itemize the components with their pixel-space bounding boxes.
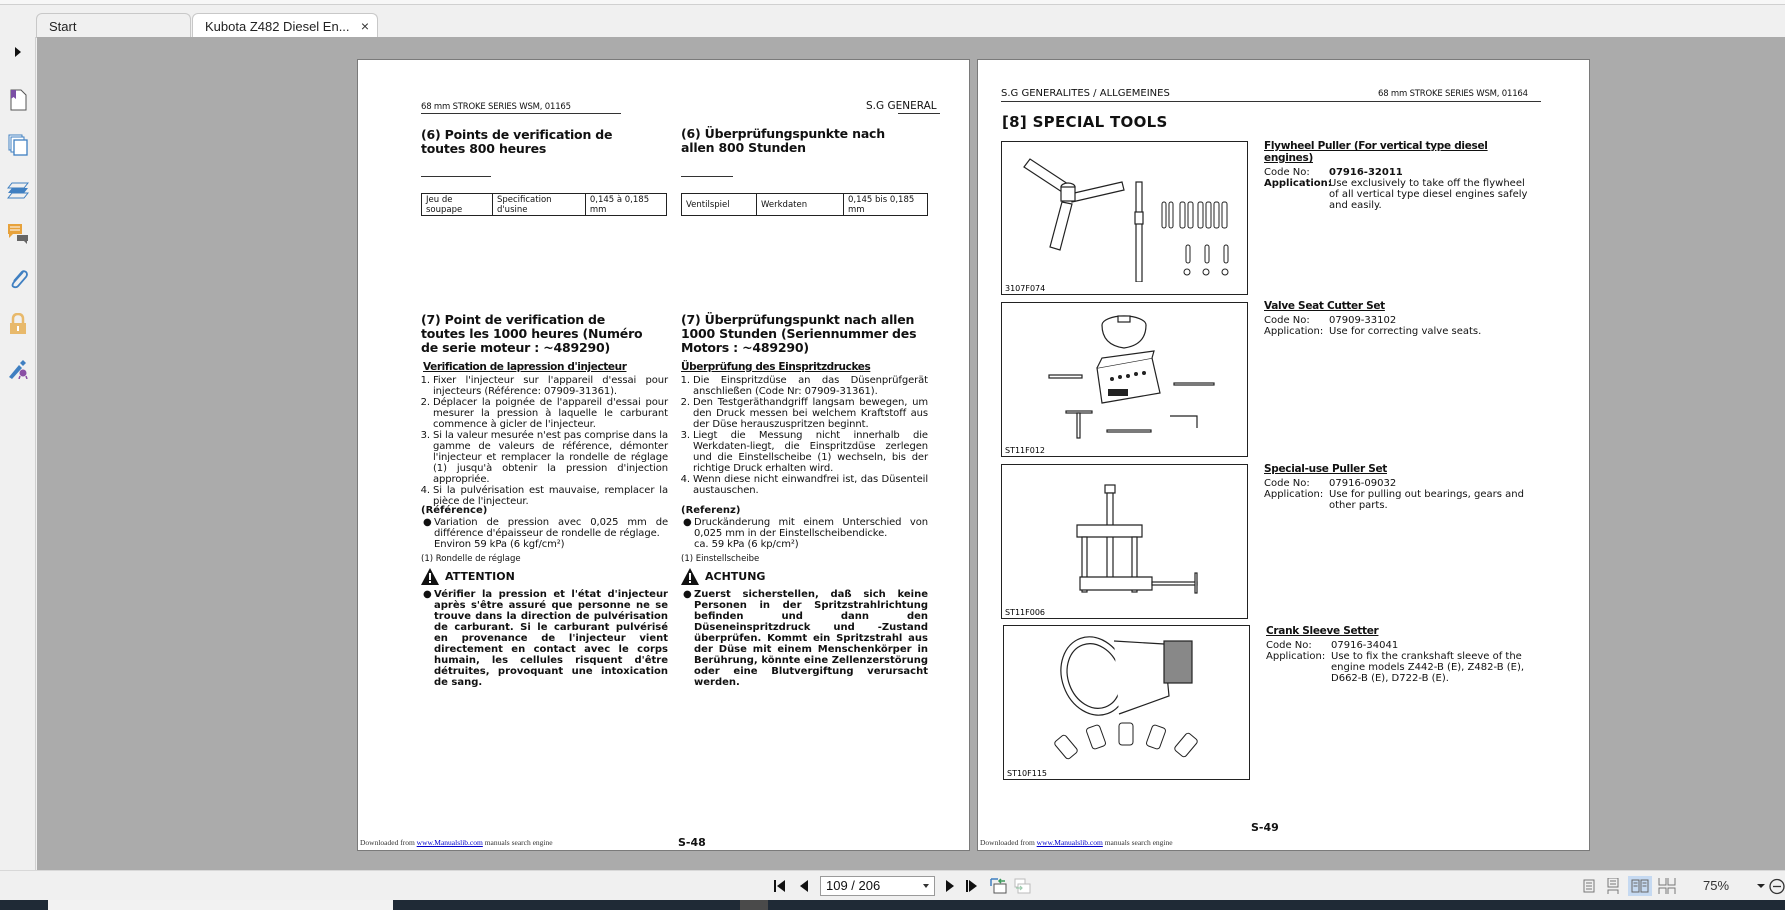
header-rule <box>1001 101 1541 102</box>
page-header-left: S.G GENERALITES / ALLGEMEINES <box>1001 88 1170 99</box>
reference-title-fr: (Référence) <box>421 505 488 516</box>
close-icon[interactable]: × <box>360 18 369 34</box>
step: 2. Den Testgeräthandgriff langsam bewegen, um den Druck messen bei welchem Kraftstoff aus der Düse herauszuspritzen beginnt. <box>693 397 928 430</box>
pdf-page-left <box>357 59 970 851</box>
reference-text-de: ● Druckänderung mit einem Unterschied von 0,025 mm in der Einstellscheibendicke. ca. 59 kPa (6 kp/cm²) <box>683 517 928 550</box>
spec-item: Jeu de soupape <box>422 194 493 216</box>
tool-info-puller-set <box>1264 463 1534 511</box>
pdf-page-right <box>977 59 1590 851</box>
taskbar-search-box[interactable] <box>48 900 393 910</box>
steps-de <box>681 375 928 496</box>
spec-label: Specification d'usine <box>492 194 585 216</box>
subheading-de: Überprüfung des Einspritzdruckes <box>681 361 871 373</box>
section-6-title-fr: (6) Points de verification de toutes 800 heures <box>421 127 613 156</box>
application-value: Use for correcting valve seats. <box>1329 326 1482 337</box>
zoom-dropdown-icon[interactable] <box>1757 878 1765 894</box>
layers-icon[interactable] <box>7 179 29 201</box>
application-label: Application: <box>1264 489 1324 500</box>
page-header-right: 68 mm STROKE SERIES WSM, 01164 <box>1378 89 1528 99</box>
previous-view-icon[interactable] <box>990 878 1008 894</box>
step: 4. Wenn diese nicht einwandfrei ist, das Düsenteil austauschen. <box>693 474 928 496</box>
crank-sleeve-setter-illustration <box>1004 626 1248 766</box>
security-lock-icon[interactable] <box>7 313 29 335</box>
first-page-icon[interactable] <box>772 878 788 894</box>
warning-icon <box>421 568 439 589</box>
download-footer: Downloaded from www.Manualslib.com manuals search engine <box>360 838 553 847</box>
page-number: S-48 <box>678 836 706 849</box>
warning-title-fr: ATTENTION <box>445 570 515 583</box>
bullet: ● <box>423 517 432 528</box>
steps-fr <box>421 375 668 507</box>
pages-thumbnails-icon[interactable] <box>7 134 29 156</box>
taskbar-app-icon[interactable] <box>740 900 768 910</box>
note-fr: (1) Rondelle de réglage <box>421 554 521 564</box>
page-header-left: 68 mm STROKE SERIES WSM, 01165 <box>421 102 571 112</box>
code-value: 07916-09032 <box>1329 478 1397 489</box>
code-value: 07916-34041 <box>1331 640 1399 651</box>
tab-label: Start <box>49 19 77 34</box>
page-number: S-49 <box>1251 821 1279 834</box>
expand-panel-icon[interactable] <box>7 41 29 63</box>
tab-start[interactable] <box>36 13 191 38</box>
divider <box>421 176 491 177</box>
code-label: Code No: <box>1266 640 1312 651</box>
code-value: 07916-32011 <box>1329 167 1403 178</box>
application-label: Application: <box>1266 651 1326 662</box>
tool-figure-puller-set <box>1001 464 1248 619</box>
figure-id: ST11F006 <box>1005 608 1046 617</box>
warning-text-de: ● Zuerst sicherstellen, daß sich keine Personen in der Spritzstrahlrichtung befinden und dann den Düseneinspritzdruck und -Zustand überprüfen. Kommt ein Spritzstrahl aus der Düse mit einem Menschenkörper in Berührung, könnte eine Zellenzerstörung oder eine Blutvergiftung verursacht werden. <box>683 589 928 688</box>
bullet: ● <box>423 589 432 600</box>
page-header-right: S.G GENERAL <box>866 100 937 112</box>
reference-text-fr: ● Variation de pression avec 0,025 mm de différence d'épaisseur de rondelle de réglage. Environ 59 kPa (6 kgf/cm²) <box>423 517 668 550</box>
tool-figure-flywheel-puller <box>1001 141 1248 295</box>
tab-bar <box>0 5 1785 37</box>
step: 4. Si la pulvérisation est mauvaise, remplacer la pièce de l'injecteur. <box>433 485 668 507</box>
spec-label: Werkdaten <box>757 194 844 216</box>
spec-value: 0,145 à 0,185 mm <box>585 194 666 216</box>
step: 3. Si la valeur mesurée n'est pas comprise dans la gamme de valeurs de référence, démonter l'injecteur et remplacer la rondelle de réglage (1) jusqu'à obtenir la pression d'injection appropriée. <box>433 430 668 485</box>
section-6-title-de: (6) Überprüfungspunkte nach allen 800 Stunden <box>681 126 885 155</box>
step: 1. Fixer l'injecteur sur l'appareil d'essai pour injecteurs (Référence: 07909-31361). <box>433 375 668 397</box>
page-number-input[interactable] <box>820 876 935 896</box>
bookmarks-icon[interactable] <box>7 89 29 111</box>
spec-value: 0,145 bis 0,185 mm <box>844 194 928 216</box>
valve-seat-cutter-illustration <box>1002 303 1246 443</box>
chevron-down-icon[interactable] <box>923 884 929 888</box>
application-value: Use exclusively to take off the flywheel of all vertical type diesel engines safely and easily. <box>1329 178 1528 211</box>
spec-table-de <box>681 193 928 216</box>
tab-document[interactable] <box>192 13 378 38</box>
application-label: Application: <box>1264 326 1324 337</box>
zoom-level[interactable]: 75% <box>1703 878 1730 893</box>
document-viewer[interactable] <box>37 37 1785 870</box>
continuous-facing-view-icon[interactable] <box>1658 878 1676 894</box>
manualslib-link[interactable]: www.Manualslib.com <box>1036 838 1103 847</box>
reference-title-de: (Referenz) <box>681 505 741 516</box>
bullet: ● <box>683 589 692 600</box>
section-title: [8] SPECIAL TOOLS <box>1002 113 1168 131</box>
code-label: Code No: <box>1264 478 1310 489</box>
tool-info-valve-seat-cutter <box>1264 300 1534 337</box>
tab-label: Kubota Z482 Diesel En... <box>205 19 350 34</box>
warning-text-fr: ● Vérifier la pression et l'état d'injecteur après s'être assuré que personne ne se trouve dans la direction de pulvérisation de carburant. Si le carburant pulvérisé en provenance de l'injecteur vient directement en contact avec le corps humain, les cellules risquent d'être détruites, provoquant une intoxication de sang. <box>423 589 668 688</box>
previous-page-icon[interactable] <box>797 878 811 894</box>
tool-figure-crank-sleeve-setter <box>1003 625 1250 780</box>
tool-title: Special-use Puller Set <box>1264 463 1387 475</box>
section-7-title-fr: (7) Point de verification de toutes les 1000 heures (Numéro de serie moteur : ~489290) <box>421 312 643 355</box>
tool-title: Valve Seat Cutter Set <box>1264 300 1385 312</box>
navigation-panel <box>0 37 36 870</box>
next-page-icon[interactable] <box>943 878 957 894</box>
code-label: Code No: <box>1264 315 1310 326</box>
step: 3. Liegt die Messung nicht innerhalb die Werkdaten-liegt, die Einspritzdüse zerlegen und die Einstellscheibe (1) wechseln, bis der richtige Druck erhalten wird. <box>693 430 928 474</box>
subheading-fr: Verification de lapression d'injecteur <box>423 361 627 373</box>
spec-table-fr <box>421 193 667 216</box>
attachments-icon[interactable] <box>7 268 29 290</box>
code-label: Code No: <box>1264 167 1310 178</box>
os-taskbar <box>0 900 1785 910</box>
zoom-out-icon[interactable] <box>1768 878 1785 894</box>
code-value: 07909-33102 <box>1329 315 1397 326</box>
comments-icon[interactable] <box>7 223 29 245</box>
section-7-title-de: (7) Überprüfungspunkt nach allen 1000 Stunden (Seriennummer des Motors : ~489290) <box>681 312 917 355</box>
page-navigation-bar <box>0 870 1785 900</box>
facing-view-icon[interactable] <box>1628 876 1652 896</box>
step: 1. Die Einspritzdüse an das Düsenprüfgerät anschließen (Code Nr: 07909-31361). <box>693 375 928 397</box>
tool-info-flywheel-puller <box>1264 140 1534 211</box>
note-de: (1) Einstellscheibe <box>681 554 760 564</box>
next-view-icon[interactable] <box>1014 878 1032 894</box>
signatures-icon[interactable] <box>7 357 29 379</box>
flywheel-puller-illustration <box>1002 142 1246 282</box>
tool-title: Crank Sleeve Setter <box>1266 625 1379 637</box>
figure-id: ST11F012 <box>1005 446 1046 455</box>
application-label: Application: <box>1264 178 1332 189</box>
continuous-view-icon[interactable] <box>1606 878 1620 894</box>
download-footer: Downloaded from www.Manualslib.com manuals search engine <box>980 838 1173 847</box>
figure-id: 3107F074 <box>1005 284 1046 293</box>
header-rule <box>898 113 940 114</box>
tool-figure-valve-seat-cutter <box>1001 302 1248 457</box>
warning-title-de: ACHTUNG <box>705 570 766 583</box>
spec-item: Ventilspiel <box>682 194 757 216</box>
application-value: Use to fix the crankshaft sleeve of the engine models Z442-B (E), Z482-B (E), D662-B (E), D722-B (E). <box>1331 651 1525 684</box>
tool-title: Flywheel Puller (For vertical type diesel engines) <box>1264 140 1488 164</box>
header-rule <box>421 113 621 114</box>
application-value: Use for pulling out bearings, gears and other parts. <box>1329 489 1524 511</box>
figure-id: ST10F115 <box>1007 769 1048 778</box>
last-page-icon[interactable] <box>964 878 980 894</box>
page-number-value: 109 / 206 <box>826 878 881 893</box>
puller-set-illustration <box>1002 465 1246 605</box>
divider <box>681 176 733 177</box>
manualslib-link[interactable]: www.Manualslib.com <box>416 838 483 847</box>
warning-icon <box>681 568 699 589</box>
bullet: ● <box>683 517 692 528</box>
single-page-view-icon[interactable] <box>1582 878 1596 894</box>
tool-info-crank-sleeve-setter <box>1266 625 1536 684</box>
step: 2. Déplacer la poignée de l'appareil d'essai pour mesurer la pression à laquelle le carburant commence à gicler de l'injecteur. <box>433 397 668 430</box>
